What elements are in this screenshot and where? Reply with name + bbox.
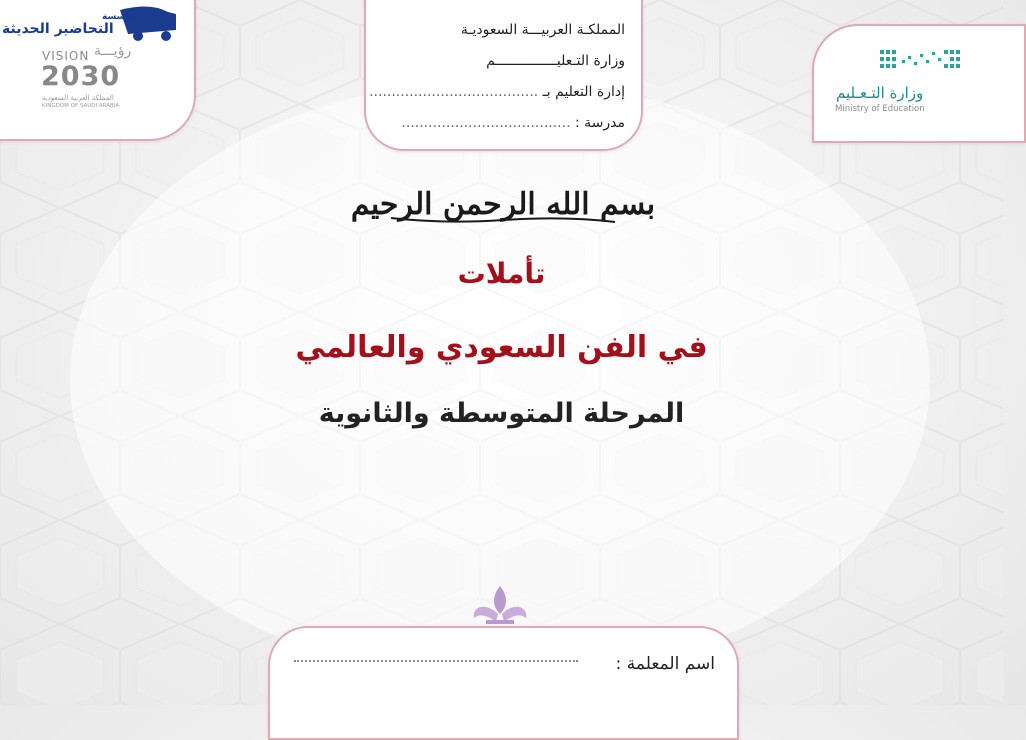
teacher-name-label: اسم المعلمة :: [615, 654, 715, 674]
administration-dots: ......................................: [369, 84, 539, 100]
brand-logo: [0, 4, 180, 44]
school-dots: ......................................: [401, 115, 571, 131]
ministry-dots-icon: [876, 46, 970, 76]
header-card: [364, 0, 643, 151]
vision-kingdom-ar: المملكة العربية السعودية: [42, 94, 114, 102]
brand-prefix: مؤسسة: [102, 12, 137, 22]
school-label: مدرسة :: [574, 115, 625, 131]
ministry-name-en: Ministry of Education: [835, 104, 925, 114]
ministry-name-ar: وزارة التـعـليم: [836, 84, 924, 102]
header-administration: [369, 84, 625, 100]
teacher-name-field[interactable]: [294, 660, 578, 662]
vision-label-en: VISION: [42, 49, 90, 63]
header-kingdom: المملكـة العربيـــة السعوديـة: [460, 22, 625, 38]
header-ministry: وزارة التـعليـــــــــــــــم: [486, 53, 625, 69]
teacher-card: [268, 626, 739, 740]
vision-year: 2030: [41, 61, 121, 92]
fleur-ornament-icon: [468, 584, 532, 628]
basmala-calligraphy: [350, 168, 656, 230]
title-reflections: تأملات: [457, 257, 546, 290]
vision-kingdom-en: KINGDOM OF SAUDI ARABIA: [42, 103, 120, 109]
administration-label: إدارة التعليم بـ: [542, 84, 625, 100]
header-school: [401, 115, 625, 131]
title-subject: في الفن السعودي والعالمي: [295, 330, 708, 365]
vision-label-ar: رؤيـــة: [94, 43, 132, 59]
brand-name: التحاضير الحديثة: [2, 21, 114, 37]
title-stage: المرحلة المتوسطة والثانوية: [318, 398, 685, 429]
svg-text:بسم الله الرحمن الرحيم: بسم الله الرحمن الرحيم: [350, 187, 656, 222]
